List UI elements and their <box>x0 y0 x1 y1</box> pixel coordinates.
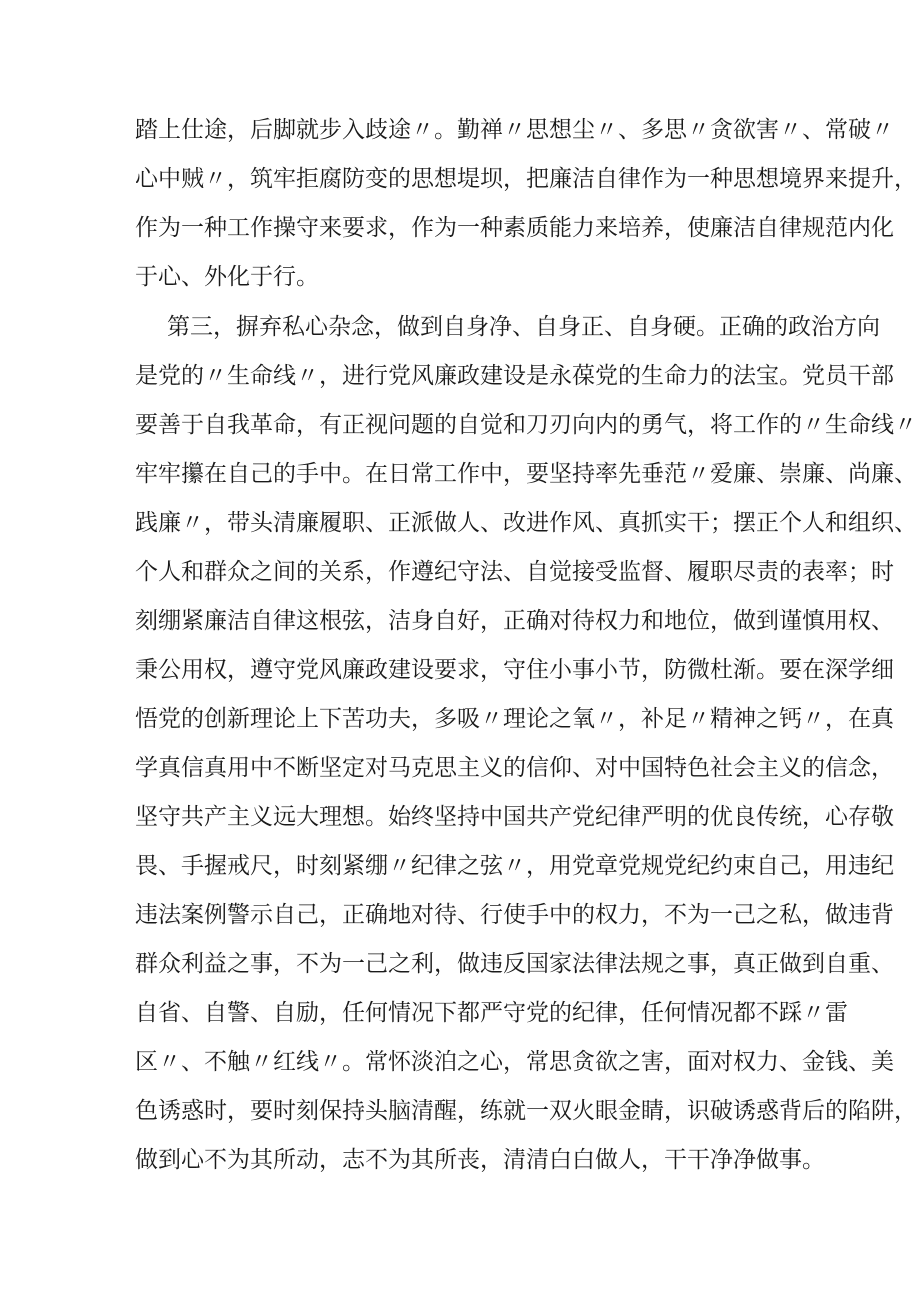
paragraph-2-line-10: 学真信真用中不断坚定对马克思主义的信仰、对中国特色社会主义的信念， <box>135 755 894 781</box>
paragraph-2-line-18: 做到心不为其所动，志不为其所丧，清清白白做人，干干净净做事。 <box>135 1147 825 1173</box>
paragraph-1-line-4: 于心、外化于行。 <box>135 264 319 290</box>
paragraph-1-line-1: 踏上仕途，后脚就步入歧途〃。勤禅〃思想尘〃、多思〃贪欲害〃、常破〃 <box>135 117 894 143</box>
paragraph-2-line-11: 坚守共产主义远大理想。始终坚持中国共产党纪律严明的优良传统，心存敬 <box>135 804 894 830</box>
paragraph-2-line-2: 是党的〃生命线〃，进行党风廉政建设是永葆党的生命力的法宝。党员干部 <box>135 363 894 389</box>
paragraph-2-line-13: 违法案例警示自己，正确地对待、行使手中的权力，不为一己之私，做违背 <box>135 902 894 928</box>
paragraph-1-line-3: 作为一种工作操守来要求，作为一种素质能力来培养，使廉洁自律规范内化 <box>135 215 894 241</box>
paragraph-2-line-3: 要善于自我革命，有正视问题的自觉和刀刃向内的勇气，将工作的〃生命线〃 <box>135 412 917 438</box>
paragraph-2-line-4: 牢牢攥在自己的手中。在日常工作中，要坚持率先垂范〃爱廉、崇廉、尚廉、 <box>135 461 917 487</box>
paragraph-2-line-12: 畏、手握戒尺，时刻紧绷〃纪律之弦〃，用党章党规党纪约束自己，用违纪 <box>135 853 894 879</box>
paragraph-2-line-9: 悟党的创新理论上下苦功夫，多吸〃理论之氧〃，补足〃精神之钙〃，在真 <box>135 706 894 732</box>
paragraph-2-line-8: 秉公用权，遵守党风廉政建设要求，守住小事小节，防微杜渐。要在深学细 <box>135 657 894 683</box>
paragraph-2-line-15: 自省、自警、自励，任何情况下都严守党的纪律，任何情况都不踩〃雷 <box>135 1000 848 1026</box>
paragraph-1-line-2: 心中贼〃，筑牢拒腐防变的思想堤坝，把廉洁自律作为一种思想境界来提升， <box>135 166 917 192</box>
paragraph-2-line-6: 个人和群众之间的关系，作遵纪守法、自觉接受监督、履职尽责的表率；时 <box>135 559 894 585</box>
paragraph-2-line-7: 刻绷紧廉洁自律这根弦，洁身自好，正确对待权力和地位，做到谨慎用权、 <box>135 608 894 634</box>
paragraph-2-line-17: 色诱惑时，要时刻保持头脑清醒，练就一双火眼金睛，识破诱惑背后的陷阱， <box>135 1098 917 1124</box>
paragraph-2-line-5: 践廉〃，带头清廉履职、正派做人、改进作风、真抓实干；摆正个人和组织、 <box>135 510 917 536</box>
paragraph-2-line-14: 群众利益之事，不为一己之利，做违反国家法律法规之事，真正做到自重、 <box>135 951 894 977</box>
paragraph-2-line-1: 第三，摒弃私心杂念，做到自身净、自身正、自身硬。正确的政治方向 <box>167 314 880 340</box>
paragraph-2-line-16: 区〃、不触〃红线〃。常怀淡泊之心，常思贪欲之害，面对权力、金钱、美 <box>135 1049 894 1075</box>
